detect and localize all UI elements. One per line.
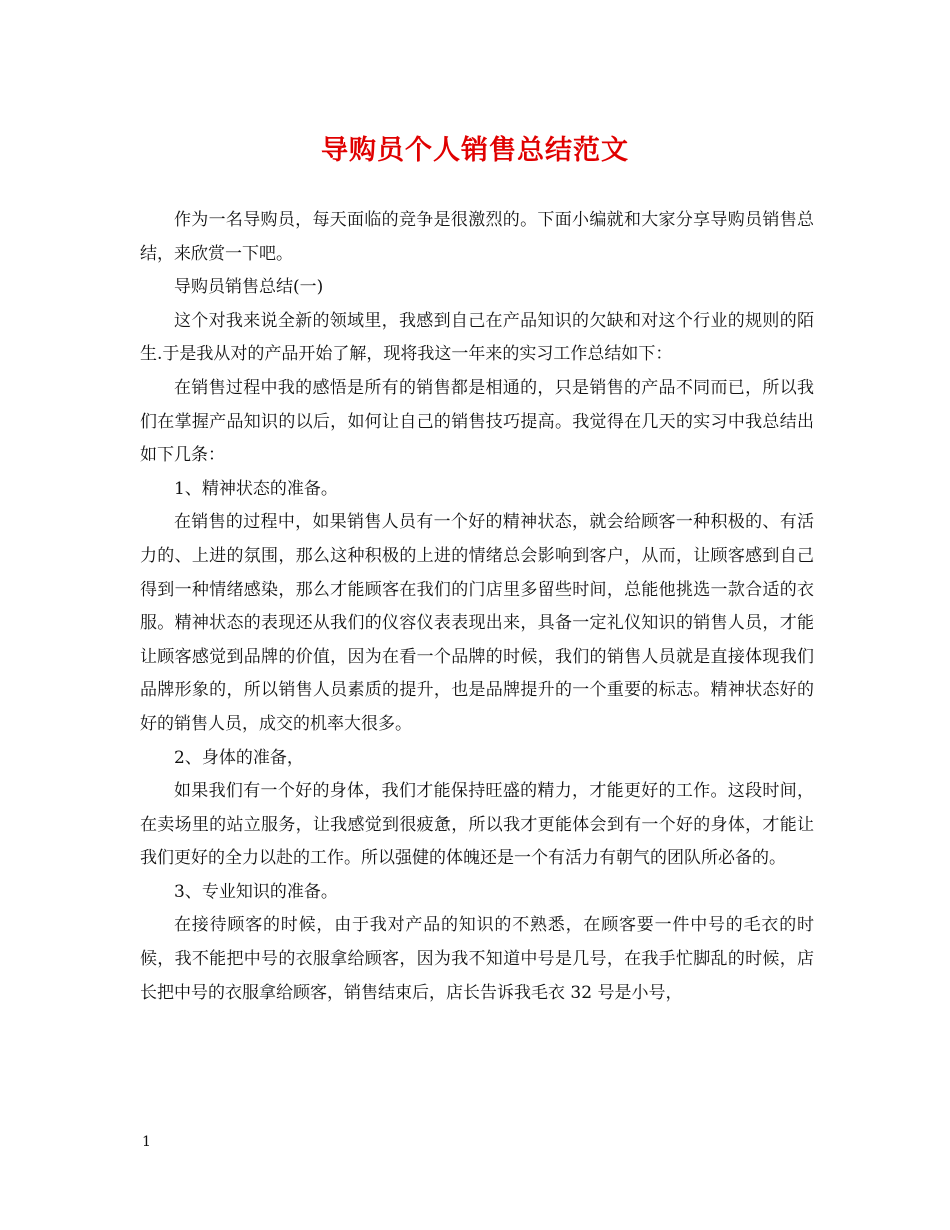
- paragraph: 如果我们有一个好的身体，我们才能保持旺盛的精力，才能更好的工作。这段时间，在卖场里的站立服务，让我感觉到很疲惫，所以我才更能体会到有一个好的身体，才能让我们更好的全力以赴的工作。所以强健的体魄还是一个有活力有朝气的团队所必备的。: [140, 781, 814, 869]
- paragraph: 这个对我来说全新的领域里，我感到自己在产品知识的欠缺和对这个行业的规则的陌生.于是我从对的产品开始了解，现将我这一年来的实习工作总结如下：: [140, 310, 814, 365]
- paragraph: 在接待顾客的时候，由于我对产品的知识的不熟悉，在顾客要一件中号的毛衣的时候，我不能把中号的衣服拿给顾客，因为我不知道中号是几号，在我手忙脚乱的时候，店长把中号的衣服拿给顾客，销售结束后，店长告诉我毛衣 32 号是小号，: [140, 915, 814, 1003]
- list-heading: 2、身体的准备，: [174, 747, 304, 768]
- section-heading: 导购员销售总结(一): [174, 277, 324, 298]
- list-heading: 3、专业知识的准备。: [174, 881, 338, 902]
- paragraph-intro: 作为一名导购员，每天面临的竞争是很激烈的。下面小编就和大家分享导购员销售总结，来欣赏一下吧。: [140, 210, 814, 264]
- document-body: [140, 204, 814, 1010]
- list-heading: 1、精神状态的准备。: [174, 478, 338, 499]
- paragraph: 在销售的过程中，如果销售人员有一个好的精神状态，就会给顾客一种积极的、有活力的、上进的氛围，那么这种积极的上进的情绪总会影响到客户，从而，让顾客感到自己得到一种情绪感染，那么才能顾客在我们的门店里多留些时间，总能他挑选一款合适的衣服。精神状态的表现还从我们的仪容仪表表现出来，具备一定礼仪知识的销售人员，才能让顾客感觉到品牌的价值，因为在看一个品牌的时候，我们的销售人员就是直接体现我们品牌形象的，所以销售人员素质的提升，也是品牌提升的一个重要的标志。精神状态好的好的销售人员，成交的机率大很多。: [140, 512, 814, 734]
- paragraph: 在销售过程中我的感悟是所有的销售都是相通的，只是销售的产品不同而已，所以我们在掌握产品知识的以后，如何让自己的销售技巧提高。我觉得在几天的实习中我总结出如下几条：: [140, 377, 814, 466]
- document-title: 导购员个人销售总结范文: [321, 135, 629, 166]
- page-number: 1: [142, 1134, 151, 1150]
